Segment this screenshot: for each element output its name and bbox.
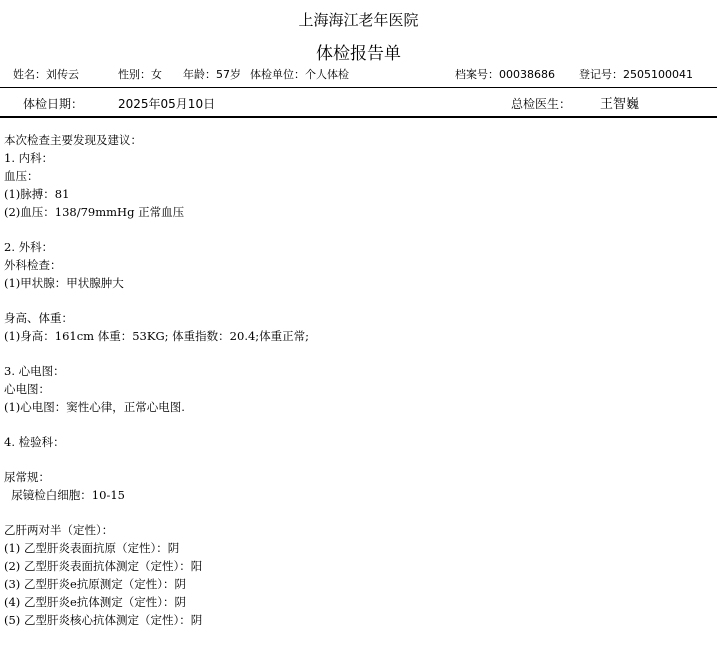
doctor-name: 王智巍 xyxy=(600,97,640,112)
findings-section xyxy=(4,131,704,629)
urine-section: 尿常规： xyxy=(4,470,50,484)
hbeab-result: (4) 乙型肝炎e抗体测定（定性）：阴 xyxy=(4,595,186,609)
exam-date-label: 体检日期： xyxy=(23,97,84,111)
internal-medicine-title: 1. 内科： xyxy=(4,151,54,165)
hbsab-result: (2) 乙型肝炎表面抗体测定（定性）：阳 xyxy=(4,559,203,573)
hbcab-result: (5) 乙型肝炎核心抗体测定（定性）：阴 xyxy=(4,613,203,627)
findings-heading: 本次检查主要发现及建议： xyxy=(4,133,142,147)
hospital-name: 上海海江老年医院 xyxy=(298,11,419,29)
header-divider xyxy=(0,87,717,88)
thyroid-result: (1)甲状腺：甲状腺肿大 xyxy=(4,276,124,290)
patient-gender: 性别：女 xyxy=(118,68,162,81)
hbsag-result: (1) 乙型肝炎表面抗原（定性）：阴 xyxy=(4,541,180,555)
section-divider xyxy=(0,116,717,118)
surgery-title: 2. 外科： xyxy=(4,240,54,254)
ecg-section: 心电图： xyxy=(4,382,50,396)
exam-date-value: 2025年05月10日 xyxy=(118,97,216,111)
patient-age: 年龄：57岁 xyxy=(183,68,241,81)
archive-number: 档案号：00038686 xyxy=(455,68,555,81)
doctor-label: 总检医生： xyxy=(511,97,572,111)
hbv-section: 乙肝两对半（定性）： xyxy=(4,523,114,537)
register-number: 登记号：2505100041 xyxy=(579,68,693,81)
blood-pressure-section: 血压： xyxy=(4,169,39,183)
exam-unit: 体检单位：个人体检 xyxy=(250,68,349,81)
hbeag-result: (3) 乙型肝炎e抗原测定（定性）：阴 xyxy=(4,577,186,591)
height-weight-section: 身高、体重： xyxy=(4,311,73,325)
height-weight-result: (1)身高：161cm 体重：53KG; 体重指数：20.4;体重正常; xyxy=(4,329,310,343)
patient-name: 姓名：刘传云 xyxy=(13,68,79,81)
ecg-result: (1)心电图：窦性心律，正常心电图. xyxy=(4,400,185,414)
pulse-result: (1)脉搏：81 xyxy=(4,187,70,201)
ecg-title: 3. 心电图： xyxy=(4,364,65,378)
blood-pressure-result: (2)血压：138/79mmHg 正常血压 xyxy=(4,205,185,219)
lab-title: 4. 检验科： xyxy=(4,435,65,449)
urine-wbc-result: 尿镜检白细胞：10-15 xyxy=(4,488,125,502)
surgery-section: 外科检查： xyxy=(4,258,62,272)
report-title: 体检报告单 xyxy=(316,44,401,64)
